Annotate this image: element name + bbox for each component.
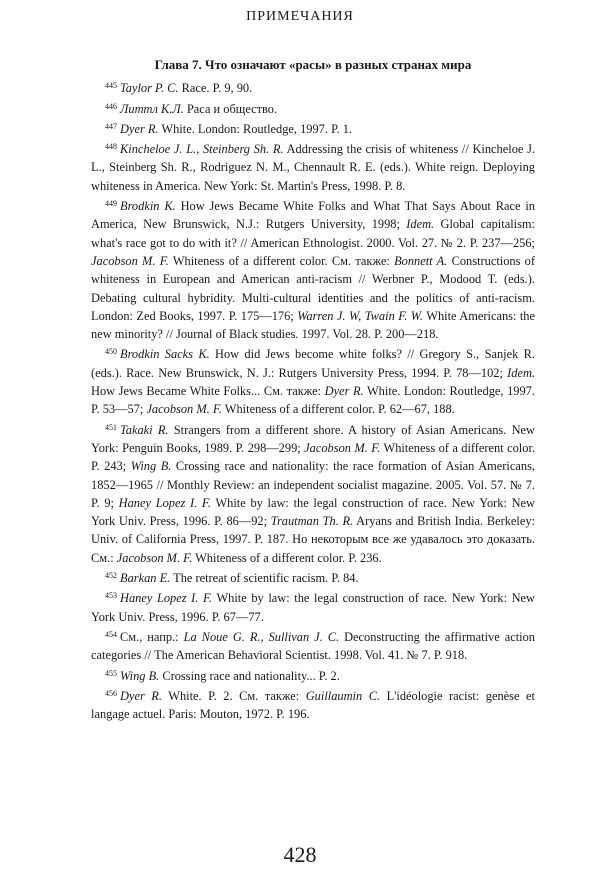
- running-head: ПРИМЕЧАНИЯ: [246, 9, 354, 24]
- footnote-text: Whiteness of a different color. P. 62—67, 188.: [221, 402, 455, 417]
- footnote-number: 446: [105, 101, 117, 111]
- footnote: [91, 98, 535, 118]
- footnote-author: Bonnett A.: [394, 253, 448, 268]
- footnote-text: White. London: Routledge, 1997. P. 53—57;: [91, 384, 535, 417]
- footnote: [91, 587, 535, 626]
- footnote: [91, 665, 535, 685]
- footnote-text: How Jews Became White Folks and What That Says About Race in America, New Brunswick, N.J.: Rutgers University, 1998;: [91, 199, 535, 232]
- footnote: [91, 685, 535, 724]
- footnote-author: Barkan E.: [120, 571, 171, 586]
- footnote-text: White Americans: the new minority? // Journal of Black studies. 1997. Vol. 28. P. 200—218.: [91, 308, 535, 342]
- footnote-author: Guillaumin C.: [305, 688, 381, 703]
- footnote-author: Jacobson M. F.: [146, 402, 222, 417]
- footnote-text: How Jews Became White Folks... См. также:: [91, 384, 325, 399]
- footnote-text: Aryans and British India. Berkeley: Univ. of California Press, 1997. P. 187. Но некоторым все же удавалось это доказать. См.:: [91, 514, 535, 565]
- footnote-number: 448: [105, 142, 117, 152]
- footnote: [91, 626, 535, 665]
- footnote-text: Constructions of whiteness in European and American anti-racism // Werbner P., Modood T. (eds.). Debating cultural hybridity. Multi-cultural identities and the politics of anti-racism. London: Zed Books, 1997. P. 175—176;: [91, 253, 535, 323]
- footnote-text: Раса и общество.: [183, 101, 278, 116]
- footnote: [91, 138, 535, 195]
- footnote-author: Литтл К.Л.: [120, 101, 184, 116]
- footnote-text: Whiteness of a different color. P. 243;: [91, 440, 535, 474]
- footnote-text: Crossing race and nationality: the race formation of Asian Americans, 1852—1965 // Monthly Review: an independent socialist magazine. 2005. Vol. 57. № 7. P. 9;: [91, 459, 535, 510]
- footnote: [91, 118, 535, 138]
- footnote-text: Crossing race and nationality... P. 2.: [159, 668, 340, 683]
- footnote-author: Dyer R.: [120, 688, 162, 703]
- footnote-number: 455: [105, 668, 117, 678]
- footnote-author: La Noue G. R., Sullivan J. C.: [183, 629, 340, 644]
- footnote-text: Whiteness of a different color. См. также:: [168, 253, 395, 268]
- footnote-author: Warren J. W, Twain F. W.: [297, 308, 424, 323]
- footnote-text: How did Jews become white folks? // Gregory S., Sanjek R. (eds.). Race. New Brunswick, N. J.: Rutgers University Press, 1994. P. 78—102;: [91, 347, 535, 380]
- footnote-number: 449: [105, 199, 117, 209]
- footnote-text: Race. P. 9, 90.: [178, 81, 253, 96]
- footnote: [91, 343, 535, 418]
- footnote-author: Takaki R.: [120, 422, 169, 437]
- footnote-author: Haney Lopez I. F.: [118, 495, 211, 510]
- footnote-number: 447: [105, 121, 117, 131]
- footnote-number: 445: [105, 81, 117, 91]
- footnote-text: Global capitalism: what's race got to do with it? // American Ethnologist. 2000. Vol. 27. № 2. P. 237—256;: [91, 217, 535, 250]
- footnote-author: Idem.: [406, 217, 435, 232]
- footnote-text: White. London: Routledge, 1997. P. 1.: [158, 121, 353, 136]
- footnote-number: 456: [105, 688, 117, 698]
- footnote-number: 453: [105, 591, 117, 601]
- footnote-text: Strangers from a different shore. A history of Asian Americans. New York: Penguin Books, 1989. P. 298—299;: [91, 422, 535, 455]
- footnote-number: 454: [105, 629, 117, 639]
- chapter-title: Глава 7. Что означают «расы» в разных странах мира: [154, 57, 472, 72]
- footnote-text: White by law: the legal construction of race. New York: New York Univ. Press, 1996. P. 67—77.: [91, 591, 536, 624]
- footnote-text: Addressing the crisis of whiteness // Kincheloe J. L., Steinberg Sh. R., Rodriguez N. M., Chennault R. E. (eds.). White reign. Deploying whiteness in America. New York: St. Martin's Press, 1998. P. 8.: [91, 142, 535, 193]
- footnote-text: См., напр.:: [120, 629, 184, 644]
- page-number: 428: [283, 842, 317, 867]
- footnote-author: Dyer R.: [324, 384, 364, 399]
- footnote-author: Dyer R.: [120, 121, 159, 136]
- footnote-number: 452: [105, 571, 117, 581]
- footnote-text: The retreat of scientific racism. P. 84.: [170, 571, 359, 586]
- footnote-number: 451: [105, 422, 117, 432]
- footnote-text: Deconstructing the affirmative action categories // The American Behavioral Scientist. 1998. Vol. 41. № 7. P. 918.: [91, 629, 535, 663]
- footnote: [91, 77, 535, 97]
- footnote-author: Brodkin Sacks K.: [120, 347, 210, 362]
- notes-list: [91, 77, 535, 723]
- footnote: [91, 419, 535, 567]
- footnote-text: White by law: the legal construction of race. New York: New York Univ. Press, 1996. P. 86—92;: [91, 495, 535, 529]
- footnote-author: Taylor P. C.: [120, 81, 179, 96]
- footnote-author: Kincheloe J. L., Steinberg Sh. R.: [120, 142, 284, 157]
- footnote-author: Trautman Th. R.: [270, 514, 354, 529]
- footnote-author: Jacobson M. F.: [304, 440, 381, 455]
- footnote: [91, 195, 535, 343]
- footnote-author: Haney Lopez I. F.: [120, 591, 213, 606]
- footnote-author: Idem.: [507, 365, 535, 380]
- footnote-number: 450: [105, 347, 117, 357]
- footnote-author: Brodkin K.: [120, 199, 176, 214]
- footnote-text: Whiteness of a different color. P. 236.: [192, 550, 382, 565]
- footnote-author: Jacobson M. F.: [91, 253, 169, 268]
- footnote: [91, 567, 535, 587]
- footnote-author: Jacobson M. F.: [116, 550, 193, 565]
- footnote-author: Wing B.: [130, 459, 172, 474]
- notes-section: [91, 56, 535, 723]
- footnote-text: L'idéologie racist: genèse et langage actuel. Paris: Mouton, 1972. P. 196.: [91, 688, 535, 722]
- footnote-author: Wing B.: [120, 668, 160, 683]
- footnote-text: White. P. 2. См. также:: [161, 688, 306, 703]
